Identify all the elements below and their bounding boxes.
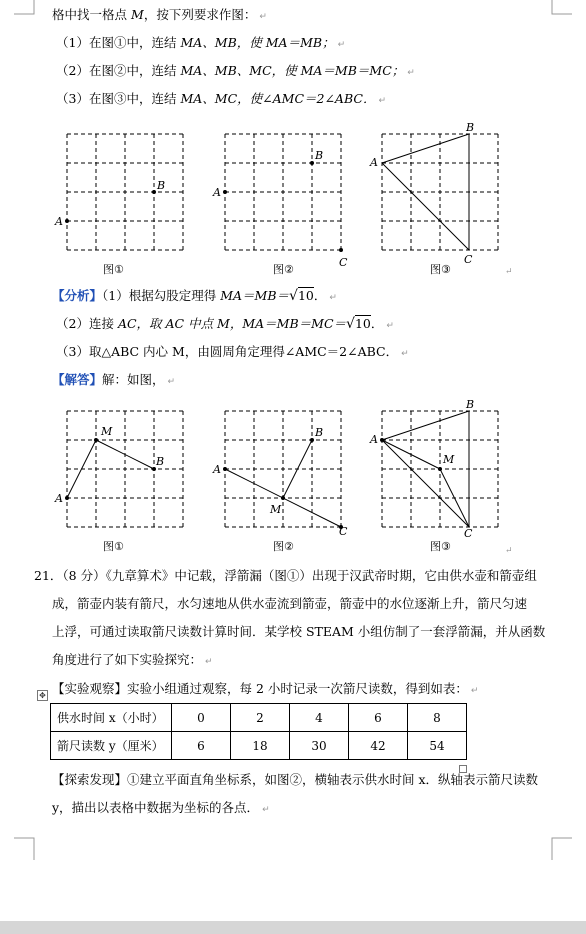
paragraph-mark-icon: ↵ [407, 68, 415, 78]
table-cell: 4 [290, 704, 349, 732]
label-b: B [157, 179, 166, 192]
q3-prefix: （3）在图③中，连结 [56, 91, 177, 106]
sqrt-symbol: √ [289, 288, 298, 304]
paragraph-mark-icon: ↵ [386, 321, 394, 331]
q1-math: MA、MB，使 MA＝MB； [180, 35, 335, 50]
crop-mark-top-left [14, 0, 34, 14]
intro-tail: ，按下列要求作图： [143, 7, 257, 22]
label-c: C [464, 253, 473, 266]
table-row [51, 704, 467, 732]
question-3 [56, 91, 386, 109]
figure-1-caption: 图① [103, 263, 124, 276]
crop-mark-top-right [552, 0, 572, 14]
solution-tag: 【解答】 [52, 372, 103, 387]
paragraph-mark-icon: ↵ [329, 293, 337, 303]
solution-line [52, 372, 175, 390]
paragraph-mark-icon: ↵ [470, 686, 479, 696]
table-cell: 18 [231, 732, 290, 760]
q21-text: 角度进行了如下实验探究： [52, 652, 203, 667]
solution-figure-1-caption: 图① [103, 540, 124, 553]
figures-solution [0, 395, 586, 557]
analysis-tag: 【分析】 [52, 288, 103, 303]
q21-line-3 [52, 624, 545, 640]
paragraph-mark-icon: ↵ [205, 657, 213, 667]
paragraph-mark-icon: ↵ [401, 349, 409, 359]
figure-1 [54, 134, 183, 250]
label-a: A [370, 433, 378, 446]
label-c: C [464, 527, 473, 540]
analysis-text: （1）根据勾股定理得 [102, 288, 217, 303]
label-a: A [370, 156, 378, 169]
figures-top [0, 120, 586, 280]
solution-figure-2-caption: 图② [273, 540, 294, 553]
label-m: M [270, 503, 282, 516]
table-cell: 0 [172, 704, 231, 732]
solution-figure-2 [212, 411, 348, 538]
label-a: A [213, 186, 221, 199]
table-cell: 30 [290, 732, 349, 760]
table-header-cell: 供水时间 x（小时） [51, 704, 172, 732]
analysis-line-2: （2）连接 AC，取 AC 中点 M，MA＝MB＝MC＝√10． ↵ [56, 316, 394, 332]
paragraph-mark-icon: ↵ [505, 546, 513, 556]
intro-text: 格中找一格点 [52, 7, 128, 22]
solution-figure-3-caption: 图③ [430, 540, 451, 553]
table-cell: 8 [408, 704, 467, 732]
figure-3 [369, 121, 498, 266]
paragraph-mark-icon: ↵ [378, 96, 386, 106]
paragraph-mark-icon: ↵ [337, 40, 346, 50]
q2-math: MA、MB、MC，使 MA＝MB＝MC； [180, 63, 405, 78]
label-b: B [466, 121, 475, 134]
q21-line-5 [52, 681, 478, 699]
crop-mark-bottom-right [552, 838, 572, 860]
q21-line-2 [52, 596, 527, 612]
sqrt-symbol: √ [346, 316, 355, 332]
q21-text: 成，箭壶内装有箭尺，水匀速地从供水壶流到箭壶，箭壶中的水位逐渐上升，箭尺匀速 [52, 596, 528, 611]
point-b [310, 161, 314, 165]
analysis-line-1: 【分析】（1）根据勾股定理得 MA＝MB＝√10． ↵ [52, 288, 337, 304]
q21-text: 上浮，可通过读取箭尺读数计算时间．某学校 STEAM 小组仿制了一套浮箭漏，并从函数 [52, 624, 546, 639]
table-cell: 2 [231, 704, 290, 732]
table-cell: 42 [349, 732, 408, 760]
solution-text: 解：如图， [102, 372, 165, 387]
paragraph-mark-icon: ↵ [167, 377, 176, 387]
figure-2 [212, 134, 348, 269]
q21-line-7 [52, 800, 270, 818]
label-b: B [156, 455, 165, 468]
label-a: A [55, 492, 63, 505]
intro-line [52, 7, 267, 25]
q21-text: y，描出以表格中数据为坐标的各点． [52, 800, 260, 815]
point-a [65, 219, 69, 223]
solution-figure-1 [54, 411, 183, 527]
label-b: B [466, 398, 475, 411]
paragraph-mark-icon: ↵ [505, 267, 513, 277]
data-table [50, 703, 467, 760]
q21-line-6 [52, 772, 538, 788]
q21-text: 【实验观察】实验小组通过观察，每 2 小时记录一次箭尺读数，得到如表： [52, 681, 468, 696]
analysis-text: （2）连接 [56, 316, 114, 331]
label-a: A [213, 463, 221, 476]
sqrt-radicand: 10 [297, 288, 314, 303]
q21-text: 21．（8 分）《九章算术》中记载，浮箭漏（图①）出现于汉武帝时期，它由供水壶和箭壶组 [34, 568, 537, 583]
label-b: B [315, 426, 324, 439]
sqrt-radicand: 10 [354, 316, 371, 331]
label-b: B [315, 149, 324, 162]
figure-3-caption: 图③ [430, 263, 451, 276]
label-c: C [339, 256, 348, 269]
q21-text: 【探索发现】①建立平面直角坐标系，如图②，横轴表示供水时间 x．纵轴表示箭尺读数 [52, 772, 539, 787]
point-b [152, 190, 156, 194]
table-row [51, 732, 467, 760]
status-bar [0, 921, 586, 934]
table-cell: 54 [408, 732, 467, 760]
solution-figure-3 [369, 398, 498, 540]
label-c: C [339, 525, 348, 538]
table-header-cell: 箭尺读数 y（厘米） [51, 732, 172, 760]
table-move-handle-icon[interactable]: ✥ [37, 690, 48, 701]
label-m: M [101, 425, 113, 438]
point-a [223, 190, 227, 194]
question-1 [56, 35, 345, 53]
paragraph-mark-icon: ↵ [262, 805, 270, 815]
q21-line-4 [52, 652, 213, 670]
label-m: M [443, 453, 455, 466]
q3-math: MA、MC，使∠AMC＝2∠ABC． [180, 91, 376, 106]
q2-prefix: （2）在图②中，连结 [56, 63, 177, 78]
crop-mark-bottom-left [14, 838, 34, 860]
analysis-line-3 [56, 344, 409, 362]
analysis-text: （3）取△ABC 内心 M，由圆周角定理得∠AMC＝2∠ABC． [56, 344, 399, 359]
label-a: A [55, 215, 63, 228]
intro-var: M [131, 7, 144, 22]
paragraph-mark-icon: ↵ [259, 12, 267, 22]
question-2 [56, 63, 415, 81]
analysis-math: MA＝MB＝ [220, 288, 290, 303]
q1-prefix: （1）在图①中，连结 [56, 35, 177, 50]
q21-line-1 [34, 568, 537, 584]
table-cell: 6 [172, 732, 231, 760]
table-cell: 6 [349, 704, 408, 732]
analysis-math: AC，取 AC 中点 M，MA＝MB＝MC＝ [117, 316, 347, 331]
point-c [339, 248, 343, 252]
figure-2-caption: 图② [273, 263, 294, 276]
